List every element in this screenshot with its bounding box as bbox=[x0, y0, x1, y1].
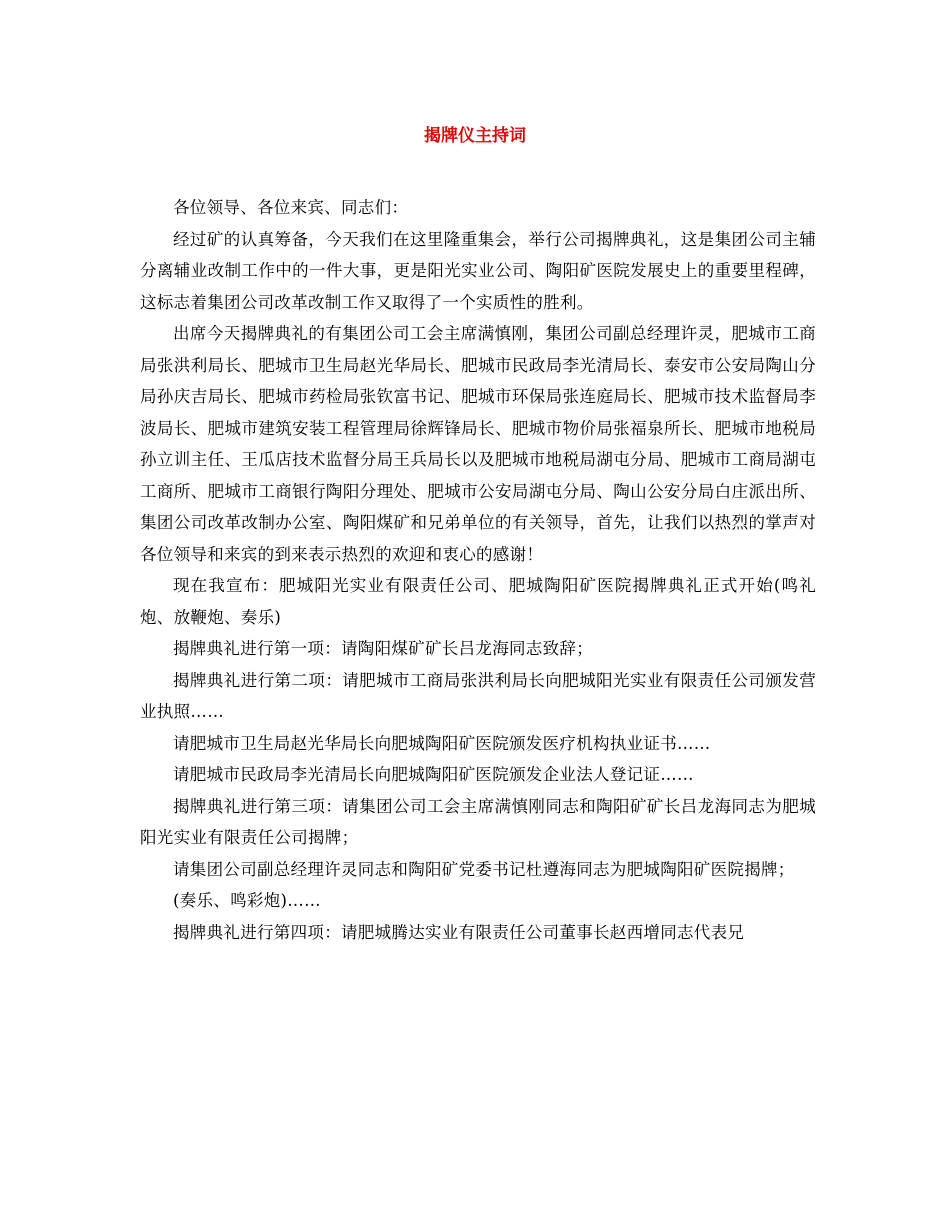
paragraph-greeting: 各位领导、各位来宾、同志们： bbox=[173, 198, 409, 217]
paragraph-opening: 经过矿的认真筹备，今天我们在这里隆重集会，举行公司揭牌典礼，这是集团公司主辅分离辅业改制工作中的一件大事，更是阳光实业公司、陶阳矿医院发展史上的重要里程碑，这标志着集团公司改革改制工作又取得了一个实质性的胜利。 bbox=[140, 229, 816, 312]
paragraph-attendees: 出席今天揭牌典礼的有集团公司工会主席满慎刚，集团公司副总经理许灵，肥城市工商局张洪利局长、肥城市卫生局赵光华局长、肥城市民政局李光清局长、泰安市公安局陶山分局孙庆吉局长、肥城市药检局张钦富书记、肥城市环保局张连庭局长、肥城市技术监督局李波局长、肥城市建筑安装工程管理局徐辉锋局长、肥城市物价局张福泉所长、肥城市地税局孙立训主任、王瓜店技术监督分局王兵局长以及肥城市地税局湖屯分局、肥城市工商局湖屯工商所、肥城市工商银行陶阳分理处、肥城市公安局湖屯分局、陶山公安分局白庄派出所、集团公司改革改制办公室、陶阳煤矿和兄弟单位的有关领导，首先，让我们以热烈的掌声对各位领导和来宾的到来表示热烈的欢迎和衷心的感谢！ bbox=[140, 324, 816, 564]
paragraph-medical-license: 请肥城市卫生局赵光华局长向肥城陶阳矿医院颁发医疗机构执业证书…… bbox=[173, 733, 711, 753]
paragraph-legal-person-certificate: 请肥城市民政局李光清局长向肥城陶阳矿医院颁发企业法人登记证…… bbox=[173, 765, 694, 784]
document-title: 揭牌仪主持词 bbox=[424, 126, 526, 146]
document-body bbox=[140, 192, 816, 948]
paragraph-item-three: 揭牌典礼进行第三项：请集团公司工会主席满慎刚同志和陶阳矿矿长吕龙海同志为肥城阳光实业有限责任公司揭牌； bbox=[140, 796, 816, 847]
paragraph-item-one: 揭牌典礼进行第一项：请陶阳煤矿矿长吕龙海同志致辞； bbox=[173, 639, 593, 658]
paragraph-item-two: 揭牌典礼进行第二项：请肥城市工商局张洪利局长向肥城阳光实业有限责任公司颁发营业执照…… bbox=[140, 670, 816, 721]
paragraph-item-four: 揭牌典礼进行第四项：请肥城腾达实业有限责任公司董事长赵西增同志代表兄 bbox=[173, 922, 745, 942]
paragraph-hospital-unveiling: 请集团公司副总经理许灵同志和陶阳矿党委书记杜遵海同志为肥城陶阳矿医院揭牌； bbox=[173, 859, 795, 879]
paragraph-music: (奏乐、鸣彩炮)…… bbox=[173, 891, 321, 910]
paragraph-announcement: 现在我宣布：肥城阳光实业有限责任公司、肥城陶阳矿医院揭牌典礼正式开始(鸣礼炮、放鞭炮、奏乐) bbox=[140, 576, 816, 627]
